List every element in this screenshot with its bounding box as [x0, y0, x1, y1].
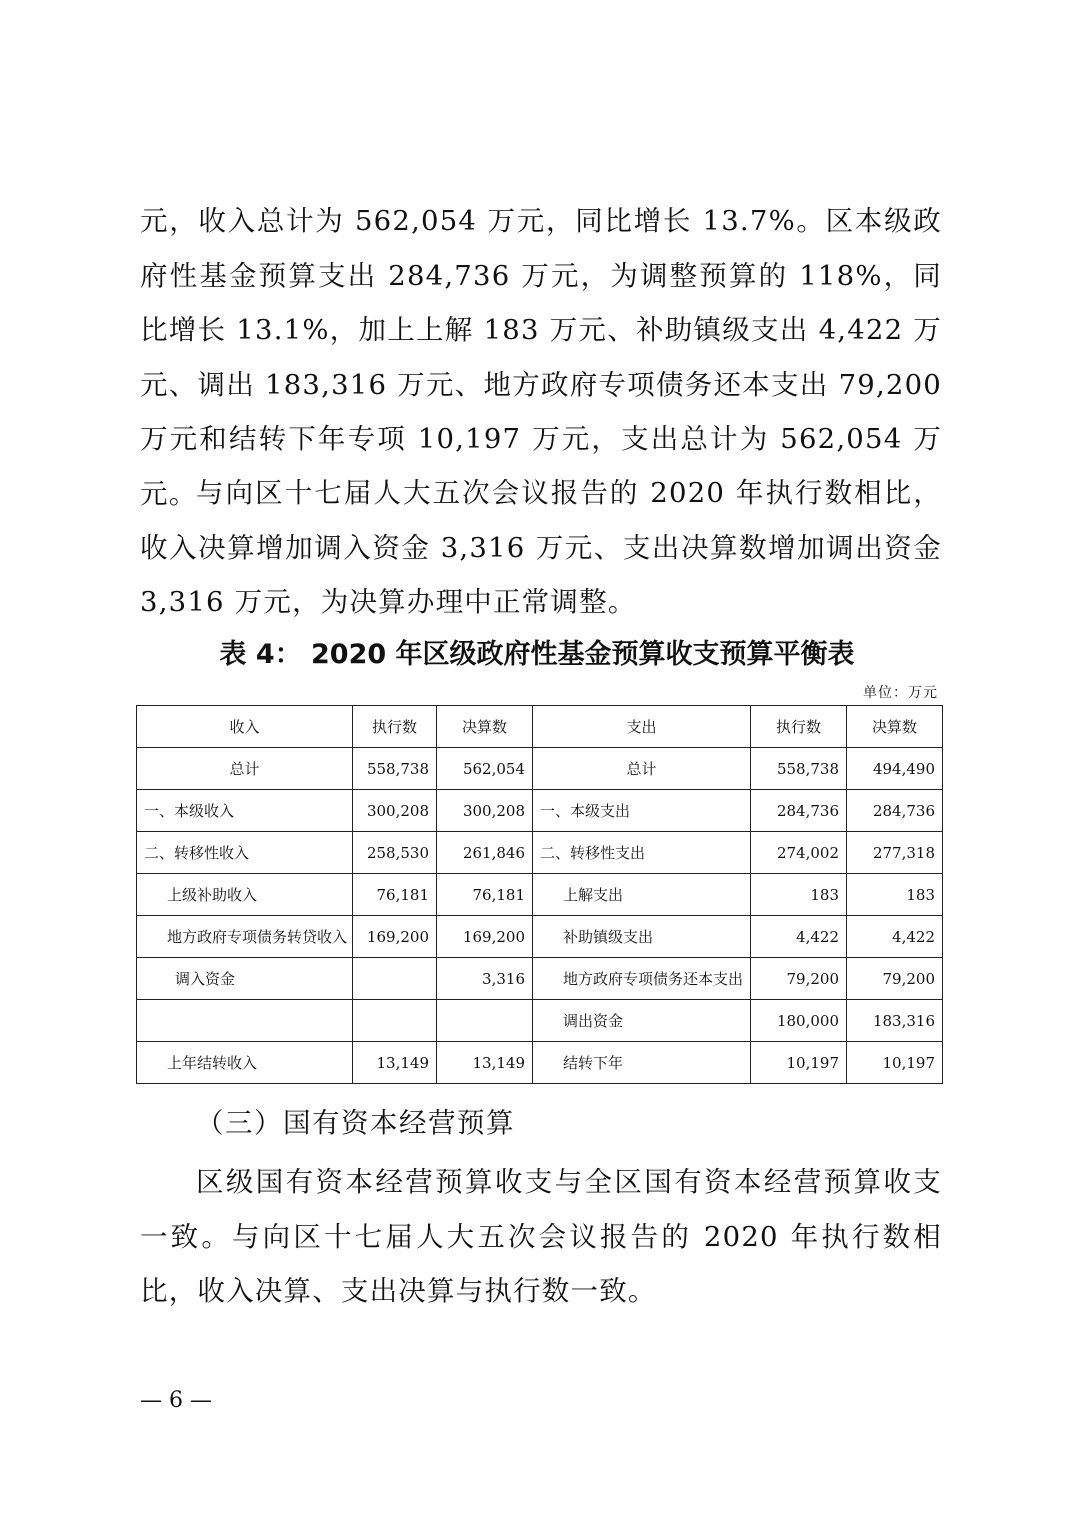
row-label: 调出资金	[533, 1000, 751, 1042]
table-unit: 单位：万元	[863, 685, 938, 701]
header-executed: 执行数	[751, 706, 847, 748]
cell-value: 76,181	[353, 874, 437, 916]
cell-value: 183	[751, 874, 847, 916]
table-row	[137, 1000, 943, 1042]
table-row	[137, 958, 943, 1000]
cell-value: 258,530	[353, 832, 437, 874]
cell-value: 3,316	[437, 958, 533, 1000]
table-row	[137, 748, 943, 790]
cell-value: 169,200	[437, 916, 533, 958]
cell-value: 169,200	[353, 916, 437, 958]
cell-value	[437, 1000, 533, 1042]
cell-value: 10,197	[847, 1042, 943, 1084]
cell-value: 4,422	[751, 916, 847, 958]
cell-value: 79,200	[847, 958, 943, 1000]
table-row	[137, 874, 943, 916]
row-label: 一、本级支出	[533, 790, 751, 832]
cell-value: 558,738	[751, 748, 847, 790]
cell-value: 300,208	[353, 790, 437, 832]
cell-value: 284,736	[847, 790, 943, 832]
cell-value: 4,422	[847, 916, 943, 958]
section-heading: （三）国有资本经营预算	[196, 1107, 515, 1139]
cell-value: 76,181	[437, 874, 533, 916]
row-label: 补助镇级支出	[533, 916, 751, 958]
cell-value: 10,197	[751, 1042, 847, 1084]
table-row	[137, 832, 943, 874]
cell-value	[353, 958, 437, 1000]
body-paragraph-1: 元，收入总计为 562,054 万元，同比增长 13.7%。区本级政府性基金预算支出 284,736 万元，为调整预算的 118%，同比增长 13.1%，加上上解 183 万元、补助镇级支出 4,422 万元、调出 183,316 万元、地方政府专项债务还本支出 79,200 万元和结转下年专项 10,197 万元，支出总计为 562,054 万元。	[140, 205, 942, 510]
header-final: 决算数	[437, 706, 533, 748]
row-label	[137, 1000, 353, 1042]
cell-value: 183,316	[847, 1000, 943, 1042]
table-title: 表 4： 2020 年区级政府性基金预算收支预算平衡表	[219, 639, 855, 670]
header-executed: 执行数	[353, 706, 437, 748]
row-label: 调入资金	[137, 958, 353, 1000]
cell-value: 13,149	[437, 1042, 533, 1084]
row-label: 总计	[533, 748, 751, 790]
row-label: 上级补助收入	[137, 874, 353, 916]
row-label: 地方政府专项债务还本支出	[533, 958, 751, 1000]
cell-value: 183	[847, 874, 943, 916]
row-label: 上解支出	[533, 874, 751, 916]
cell-value: 558,738	[353, 748, 437, 790]
cell-value: 274,002	[751, 832, 847, 874]
cell-value: 562,054	[437, 748, 533, 790]
table-row	[137, 916, 943, 958]
header-final: 决算数	[847, 706, 943, 748]
row-label: 总计	[137, 748, 353, 790]
row-label: 二、转移性支出	[533, 832, 751, 874]
body-paragraph-2: 与向区十七届人大五次会议报告的 2020 年执行数相比，收入决算增加调入资金 3,316 万元、支出决算数增加调出资金 3,316 万元，为决算办理中正常调整。	[140, 477, 942, 618]
cell-value: 79,200	[751, 958, 847, 1000]
row-label: 一、本级收入	[137, 790, 353, 832]
header-income: 收入	[137, 706, 353, 748]
cell-value: 277,318	[847, 832, 943, 874]
table-header-row	[137, 706, 943, 748]
budget-balance-table	[136, 705, 943, 1084]
page-number: — 6 —	[140, 1388, 212, 1413]
header-expenditure: 支出	[533, 706, 751, 748]
cell-value: 284,736	[751, 790, 847, 832]
cell-value: 261,846	[437, 832, 533, 874]
row-label: 地方政府专项债务转贷收入	[137, 916, 353, 958]
table-row	[137, 790, 943, 832]
body-paragraph-3: 区级国有资本经营预算收支与全区国有资本经营预算收支一致。与向区十七届人大五次会议报告的 2020 年执行数相比，收入决算、支出决算与执行数一致。	[140, 1166, 942, 1307]
cell-value: 13,149	[353, 1042, 437, 1084]
cell-value: 180,000	[751, 1000, 847, 1042]
table-row	[137, 1042, 943, 1084]
row-label: 二、转移性收入	[137, 832, 353, 874]
cell-value	[353, 1000, 437, 1042]
row-label: 结转下年	[533, 1042, 751, 1084]
cell-value: 300,208	[437, 790, 533, 832]
row-label: 上年结转收入	[137, 1042, 353, 1084]
cell-value: 494,490	[847, 748, 943, 790]
